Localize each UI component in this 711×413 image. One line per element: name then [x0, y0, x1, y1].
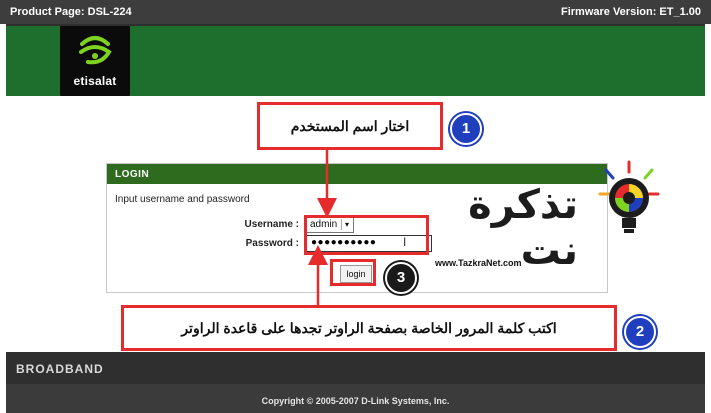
username-selected-value: admin: [310, 219, 338, 230]
firmware-version-label: Firmware Version: ET_1.00: [560, 6, 701, 18]
text-cursor-icon: I: [403, 235, 407, 249]
step2-text: اكتب كلمة المرور الخاصة بصفحة الراوتر تجدها على قاعدة الراوتر: [181, 320, 557, 336]
copyright-text: Copyright © 2005-2007 D-Link Systems, Inc.: [261, 396, 450, 406]
chevron-down-icon: ▾: [341, 219, 352, 230]
step1-text: اختار اسم المستخدم: [290, 118, 410, 134]
login-title: LOGIN: [115, 169, 150, 180]
logo-wordmark: etisalat: [73, 74, 117, 88]
etisalat-logo: [60, 26, 130, 98]
bottom-brand-bar: [6, 352, 705, 384]
login-instruction: Input username and password: [115, 194, 250, 205]
tazkranet-watermark: تذكرة نت: [468, 182, 578, 274]
login-button-highlight-box: [330, 259, 376, 286]
login-button[interactable]: login: [340, 265, 372, 283]
password-masked-value: ●●●●●●●●●●: [311, 237, 377, 248]
lens-bulb-icon: [598, 160, 660, 236]
username-label: Username :: [244, 219, 299, 230]
step1-callout: [257, 102, 443, 150]
step3-badge: 3: [385, 262, 417, 294]
login-panel-header: [107, 164, 607, 184]
etisalat-logo-icon: [78, 34, 112, 68]
step2-badge: 2: [624, 316, 656, 348]
top-info-bar: [0, 0, 711, 24]
step1-badge: 1: [450, 113, 482, 145]
tazkranet-url: www.TazkraNet.com: [435, 258, 522, 268]
password-label: Password :: [245, 238, 299, 249]
broadband-label: BROADBAND: [16, 362, 104, 376]
product-page-label: Product Page: DSL-224: [10, 6, 132, 18]
step2-callout: [121, 305, 617, 351]
